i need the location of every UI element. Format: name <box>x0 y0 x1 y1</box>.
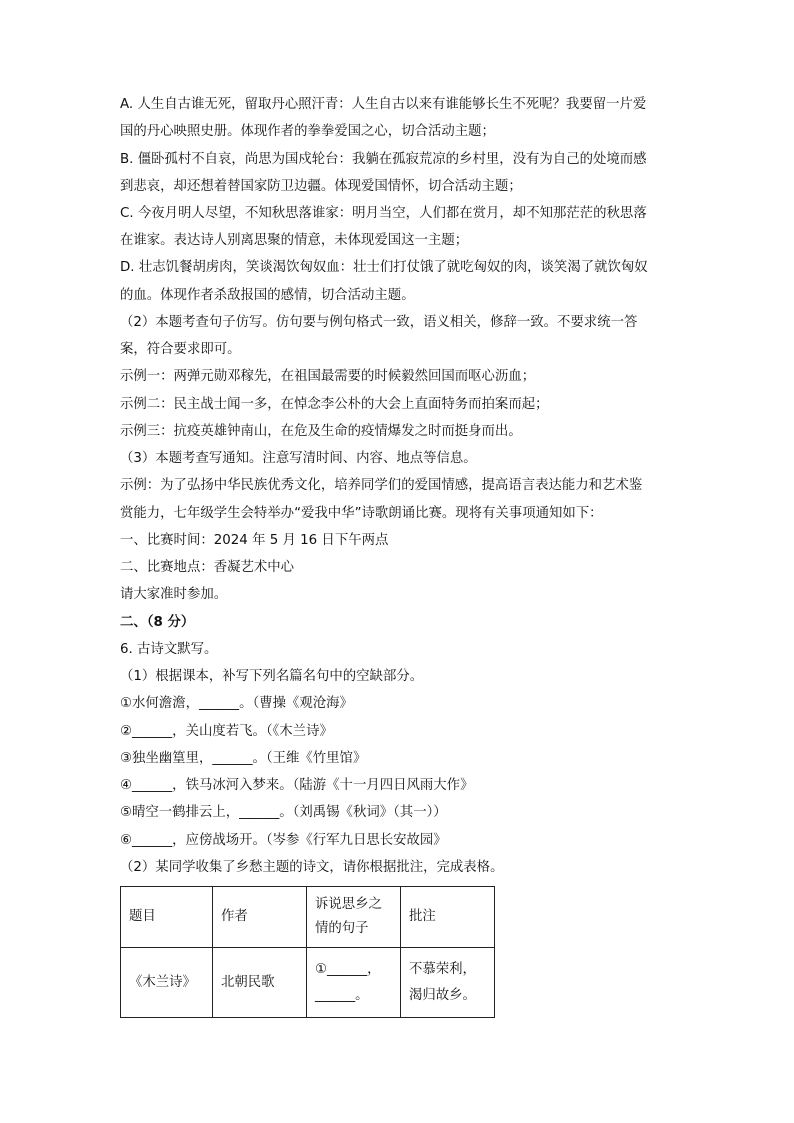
answer-option-d-line2: 的血。体现作者杀敌报国的感情，切合活动主题。 <box>120 288 415 303</box>
fill-blank-1: ①水何澹澹，______。（曹操《观沧海》 <box>120 696 353 711</box>
question-2-explanation-line1: （2）本题考查句子仿写。仿句要与例句格式一致，语义相关，修辞一致。不要求统一答 <box>120 315 638 330</box>
notice-example-line1: 示例：为了弘扬中华民族优秀文化，培养同学们的爱国情感，提高语言表达能力和艺术鉴 <box>120 478 643 493</box>
notice-example-line2: 赏能力，七年级学生会特举办“爱我中华”诗歌朗诵比赛。现将有关事项通知如下： <box>120 506 603 521</box>
cell-author: 北朝民歌 <box>213 948 307 1018</box>
notice-place: 二、比赛地点：香凝艺术中心 <box>120 560 295 575</box>
question-2-explanation-line2: 案，符合要求即可。 <box>120 342 241 357</box>
answer-option-c-line1: C. 今夜月明人尽望，不知秋思落谁家：明月当空，人们都在赏月，却不知那茫茫的秋思落 <box>120 206 647 221</box>
header-author: 作者 <box>213 887 307 948</box>
cell-sentence-blank-a: ①______， <box>315 961 381 977</box>
answer-option-a-line1: A. 人生自古谁无死，留取丹心照汗青：人生自古以来有谁能够长生不死呢？我要留一片爱 <box>120 97 647 112</box>
cell-title: 《木兰诗》 <box>121 948 213 1018</box>
question-3-explanation: （3）本题考查写通知。注意写清时间、内容、地点等信息。 <box>120 451 477 466</box>
header-note: 批注 <box>401 887 495 948</box>
fill-blank-3: ③独坐幽篁里，______。（王维《竹里馆》 <box>120 751 367 766</box>
answer-option-c-line2: 在谁家。表达诗人别离思聚的情意，未体现爱国这一主题； <box>120 233 469 248</box>
notice-closing: 请大家准时参加。 <box>120 587 228 602</box>
cell-note: 不慕荣利，渴归故乡。 <box>401 948 495 1018</box>
answer-option-b-line1: B. 僵卧孤村不自哀，尚思为国戍轮台：我躺在孤寂荒凉的乡村里，没有为自己的处境而感 <box>120 152 647 167</box>
question-6-part1-instruction: （1）根据课本，补写下列名篇名句中的空缺部分。 <box>120 669 424 684</box>
table-row <box>121 948 495 1018</box>
question-6-part2-instruction: （2）某同学收集了乡愁主题的诗文，请你根据批注，完成表格。 <box>120 860 504 875</box>
table-header-row <box>121 887 495 948</box>
fill-blank-4: ④______，铁马冰河入梦来。（陆游《十一月四日风雨大作》 <box>120 778 474 793</box>
answer-option-b-line2: 到悲哀，却还想着替国家防卫边疆。体现爱国情怀，切合活动主题； <box>120 179 522 194</box>
example-two: 示例二：民主战士闻一多，在悼念李公朴的大会上直面特务而拍案而起； <box>120 397 549 412</box>
header-sentence: 诉说思乡之情的句子 <box>307 887 401 948</box>
fill-blank-2: ②______，关山度若飞。（《木兰诗》 <box>120 724 333 739</box>
answer-option-a-line2: 国的丹心映照史册。体现作者的拳拳爱国之心，切合活动主题； <box>120 124 495 139</box>
fill-blank-5: ⑤晴空一鹤排云上，______。（刘禹锡《秋词》（其一）） <box>120 805 447 820</box>
cell-sentence-blank-b: ______。 <box>315 987 369 1003</box>
fill-blank-6: ⑥______，应傍战场开。（岑参《行军九日思长安故园》 <box>120 833 447 848</box>
header-title: 题目 <box>121 887 213 948</box>
example-three: 示例三：抗疫英雄钟南山，在危及生命的疫情爆发之时而挺身而出。 <box>120 424 522 439</box>
example-one: 示例一：两弹元勋邓稼先，在祖国最需要的时候毅然回国而呕心沥血； <box>120 369 536 384</box>
notice-time: 一、比赛时间：2024 年 5 月 16 日下午两点 <box>120 533 389 548</box>
section-heading: 二、（8 分） <box>120 615 195 630</box>
answer-option-d-line1: D. 壮志饥餐胡虏肉，笑谈渴饮匈奴血：壮士们打仗饿了就吃匈奴的肉，谈笑渴了就饮匈奴 <box>120 260 648 275</box>
homesick-poem-table <box>120 886 495 1018</box>
question-6-title: 6. 古诗文默写。 <box>120 642 218 657</box>
cell-sentence <box>307 948 401 1018</box>
